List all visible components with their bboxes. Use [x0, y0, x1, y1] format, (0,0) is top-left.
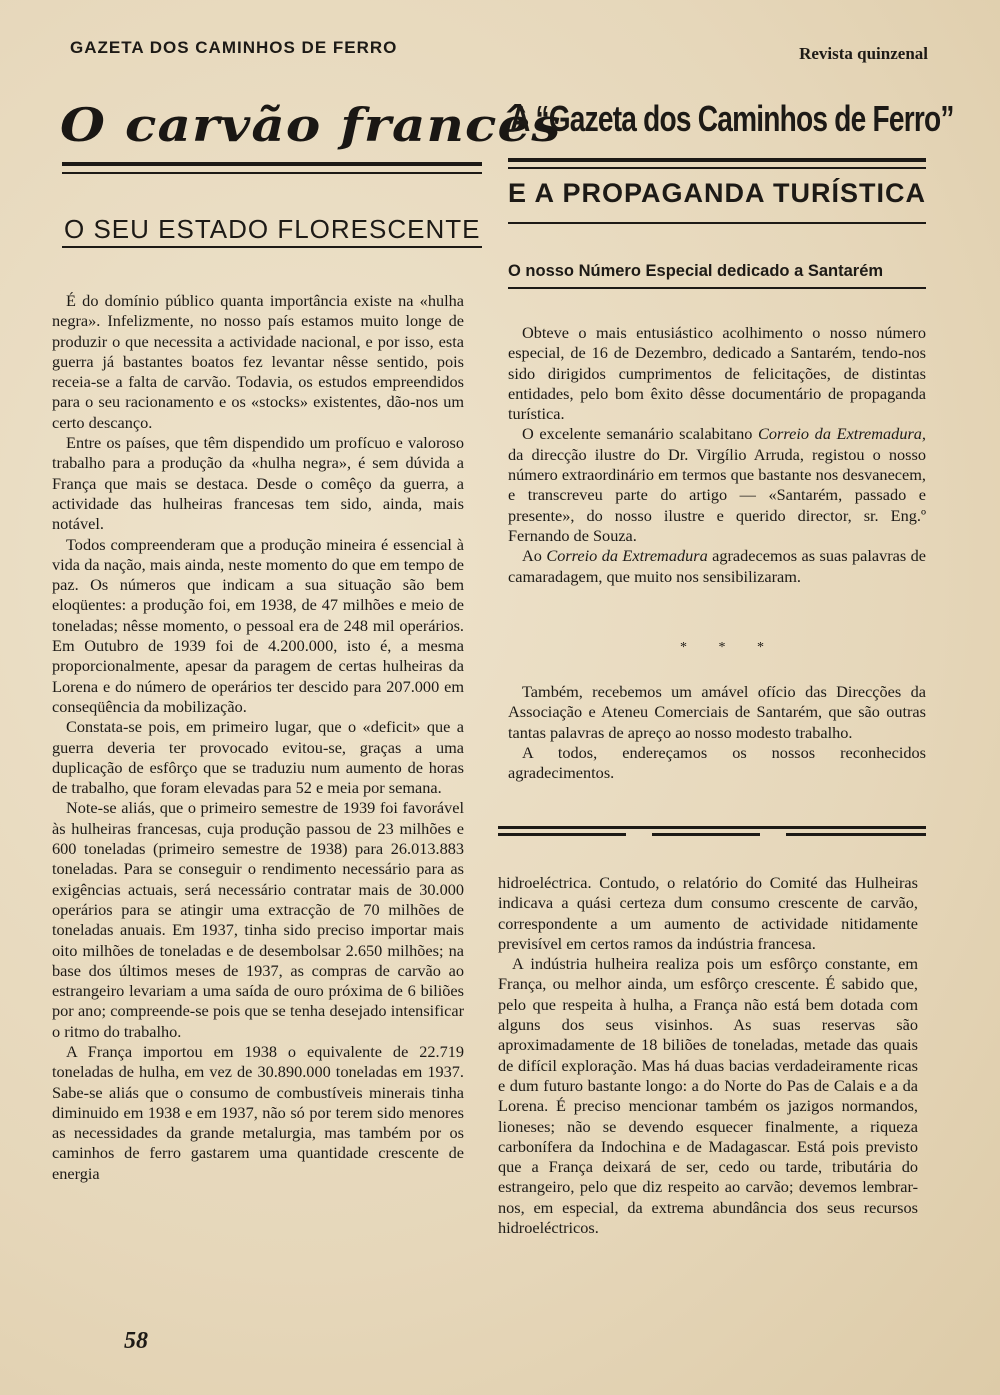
journal-frequency: Revista quinzenal [799, 44, 928, 63]
left-title-rule-thin [62, 172, 482, 174]
page-number: 58 [124, 1328, 148, 1354]
left-title-rule-thick [62, 162, 482, 166]
left-article-continuation [498, 873, 918, 1238]
right-article-body [508, 323, 926, 587]
column-break-segment [498, 833, 626, 836]
column-break-rule-top [498, 826, 926, 829]
text-run: Ao [522, 546, 547, 566]
right-paragraph [508, 424, 926, 546]
text-run: da direcção ilustre do Dr. Virgílio Arruda, registou o nosso número extraordinário em termos que bastante nos desvanecem, e transcreveu parte do artigo — «Santarém, passado e presente», do nosso ilustre e querido director, sr. Eng.º Fernando de Souza. [508, 444, 926, 545]
right-title-rule-thin [508, 167, 926, 169]
right-paragraph: Também, recebemos um amável ofício das Direcções da Associação e Ateneu Comerciais de Santarém, que são outras tantas palavras de apreço ao nosso modesto trabalho. [508, 682, 926, 742]
left-paragraph: Todos compreenderam que a produção mineira é essencial à vida da nação, mais ainda, neste momento do que em tempo de paz. Os números que indicam a sua situação são bem eloqüentes: a produção foi, em 1938, de 47 milhões e meio de toneladas; nêsse momento, o pessoal era de 248 mil operários. Em Outubro de 1939 foi de 4.200.000, isto é, a mesma proporcionalmente, apesar da paragem de certas hulheiras da Lorena e do número de operários ter descido para 207.000 em conseqüência da mobilização. [52, 534, 464, 716]
right-article-title: A “Gazeta dos Caminhos de Ferro” [510, 98, 954, 139]
left-paragraph: A França importou em 1938 o equivalente de 22.719 toneladas de hulha, em vez de 30.890.000 toneladas em 1937. Sabe-se aliás que o consumo de combustíveis minerais tinha diminuido em 1938 e em 1937, não só por terem sido menores as necessidades da grande metalurgia, mas também por os caminhos de ferro gastarem uma quantidade crescente de energia [52, 1041, 464, 1183]
text-run: agradecemos as suas palavras de camaradagem, que muito nos sensibilizaram. [508, 546, 926, 586]
right-paragraph [508, 546, 926, 587]
left-paragraph: Note-se aliás, que o primeiro semestre de 1939 foi favorável às hulheiras francesas, cuja produção passou de 23 milhões e 600 toneladas (primeiro semestre de 1938) para 26.013.883 toneladas. Para se conseguir o rendimento necessário para as exigências actuais, será necessário contratar mais de 30.000 operários para se atingir uma extracção de 70 milhões de toneladas anuais. Em 1937, tinha sido preciso importar mais oito milhões de toneladas e de desembolsar 2.650 milhões; na base dos últimos meses de 1937, as compras de carvão ao estrangeiro levariam a uma saída de ouro próxima de 6 biliões por ano; compreende-se pois que se tenha desejado intensificar o ritmo do trabalho. [52, 798, 464, 1041]
right-article-subheading: O nosso Número Especial dedicado a Santarém [508, 262, 884, 280]
right-subtitle-rule [508, 222, 926, 224]
text-run: O excelente semanário scalabitano [522, 424, 759, 444]
newspaper-name: Correio da Extremadura [546, 546, 708, 566]
right-paragraph: Obteve o mais entusiástico acolhimento o nosso número especial, de 16 de Dezembro, dedicado a Santarém, tendo-nos sido dirigidos cumprimentos de felicitações, de distintas entidades, pelo bom êxito dêsse documentário de propaganda turística. [508, 323, 926, 424]
right-article-subtitle: E A PROPAGANDA TURÍSTICA [508, 178, 927, 208]
right-subheading-rule [508, 287, 926, 289]
section-separator-asterisks: * * * [680, 640, 778, 655]
left-subtitle-rule [62, 246, 482, 248]
right-article-body-continued [508, 682, 926, 783]
left-paragraph: É do domínio público quanta importância existe na «hulha negra». Infelizmente, no nosso país estamos muito longe de produzir o que necessita a actividade nacional, e por isso, esta guerra já bastantes boatos fez levantar nêsse sentido, pois receia-se a falta de carvão. Todavia, os estudos empreendidos para o seu racionamento e os «stocks» existentes, dão-nos um certo descanço. [52, 291, 464, 432]
left-paragraph: Constata-se pois, em primeiro lugar, que o «deficit» que a guerra deveria ter provocado evitou-se, graças a uma duplicação de esfôrço que se traduziu num aumento de horas de trabalho, que foram elevadas para 52 e meia por semana. [52, 717, 464, 798]
column-break-segment [652, 833, 760, 836]
newspaper-name: Correio da Extremadura, [758, 424, 927, 444]
left-article-subtitle: O SEU ESTADO FLORESCENTE [64, 214, 481, 244]
left-paragraph: Entre os países, que têm dispendido um profícuo e valoroso trabalho para a produção da «hulha negra», é sem dúvida a França que mais se destaca. Desde o comêço da guerra, a actividade das hulheiras francesas tem sido, ainda, mais notável. [52, 433, 464, 534]
continuation-paragraph: A indústria hulheira realiza pois um esfôrço constante, em França, ou melhor ainda, um esfôrço crescente. É sabido que, pelo que respeita à hulha, a França não está bem dotada com alguns dos seus visinhos. As suas reservas são aproximadamente de 18 biliões de toneladas, metade das quais de difícil exploração. Mas há duas bacias verdadeiramente ricas e dum futuro bastante longo: a do Norte do Pas de Calais e a da Lorena. É preciso mencionar também os jazigos normandos, lioneses; não se devendo esquecer finalmente, a riqueza carbonífera da Indochina e de Madagascar. Está pois previsto que a França deixará de ser, cedo ou tarde, tributária do estrangeiro, pelo que diz respeito ao carvão; devemos lembrar-nos, em especial, da extrema abundância dos seus recursos hidroeléctricos. [498, 954, 918, 1238]
column-break-segment [786, 833, 926, 836]
journal-name: GAZETA DOS CAMINHOS DE FERRO [70, 38, 398, 57]
left-article-title: O carvão francês [60, 98, 562, 152]
right-title-rule-thick [508, 158, 926, 162]
left-article-body [52, 291, 464, 1184]
right-paragraph: A todos, endereçamos os nossos reconhecidos agradecimentos. [508, 742, 926, 783]
continuation-paragraph: hidroeléctrica. Contudo, o relatório do Comité das Hulheiras indicava a quási certeza dum consumo crescente de carvão, correspondente a um aumento de actividade nitidamente previsível em certos ramos da indústria francesa. [498, 873, 918, 953]
